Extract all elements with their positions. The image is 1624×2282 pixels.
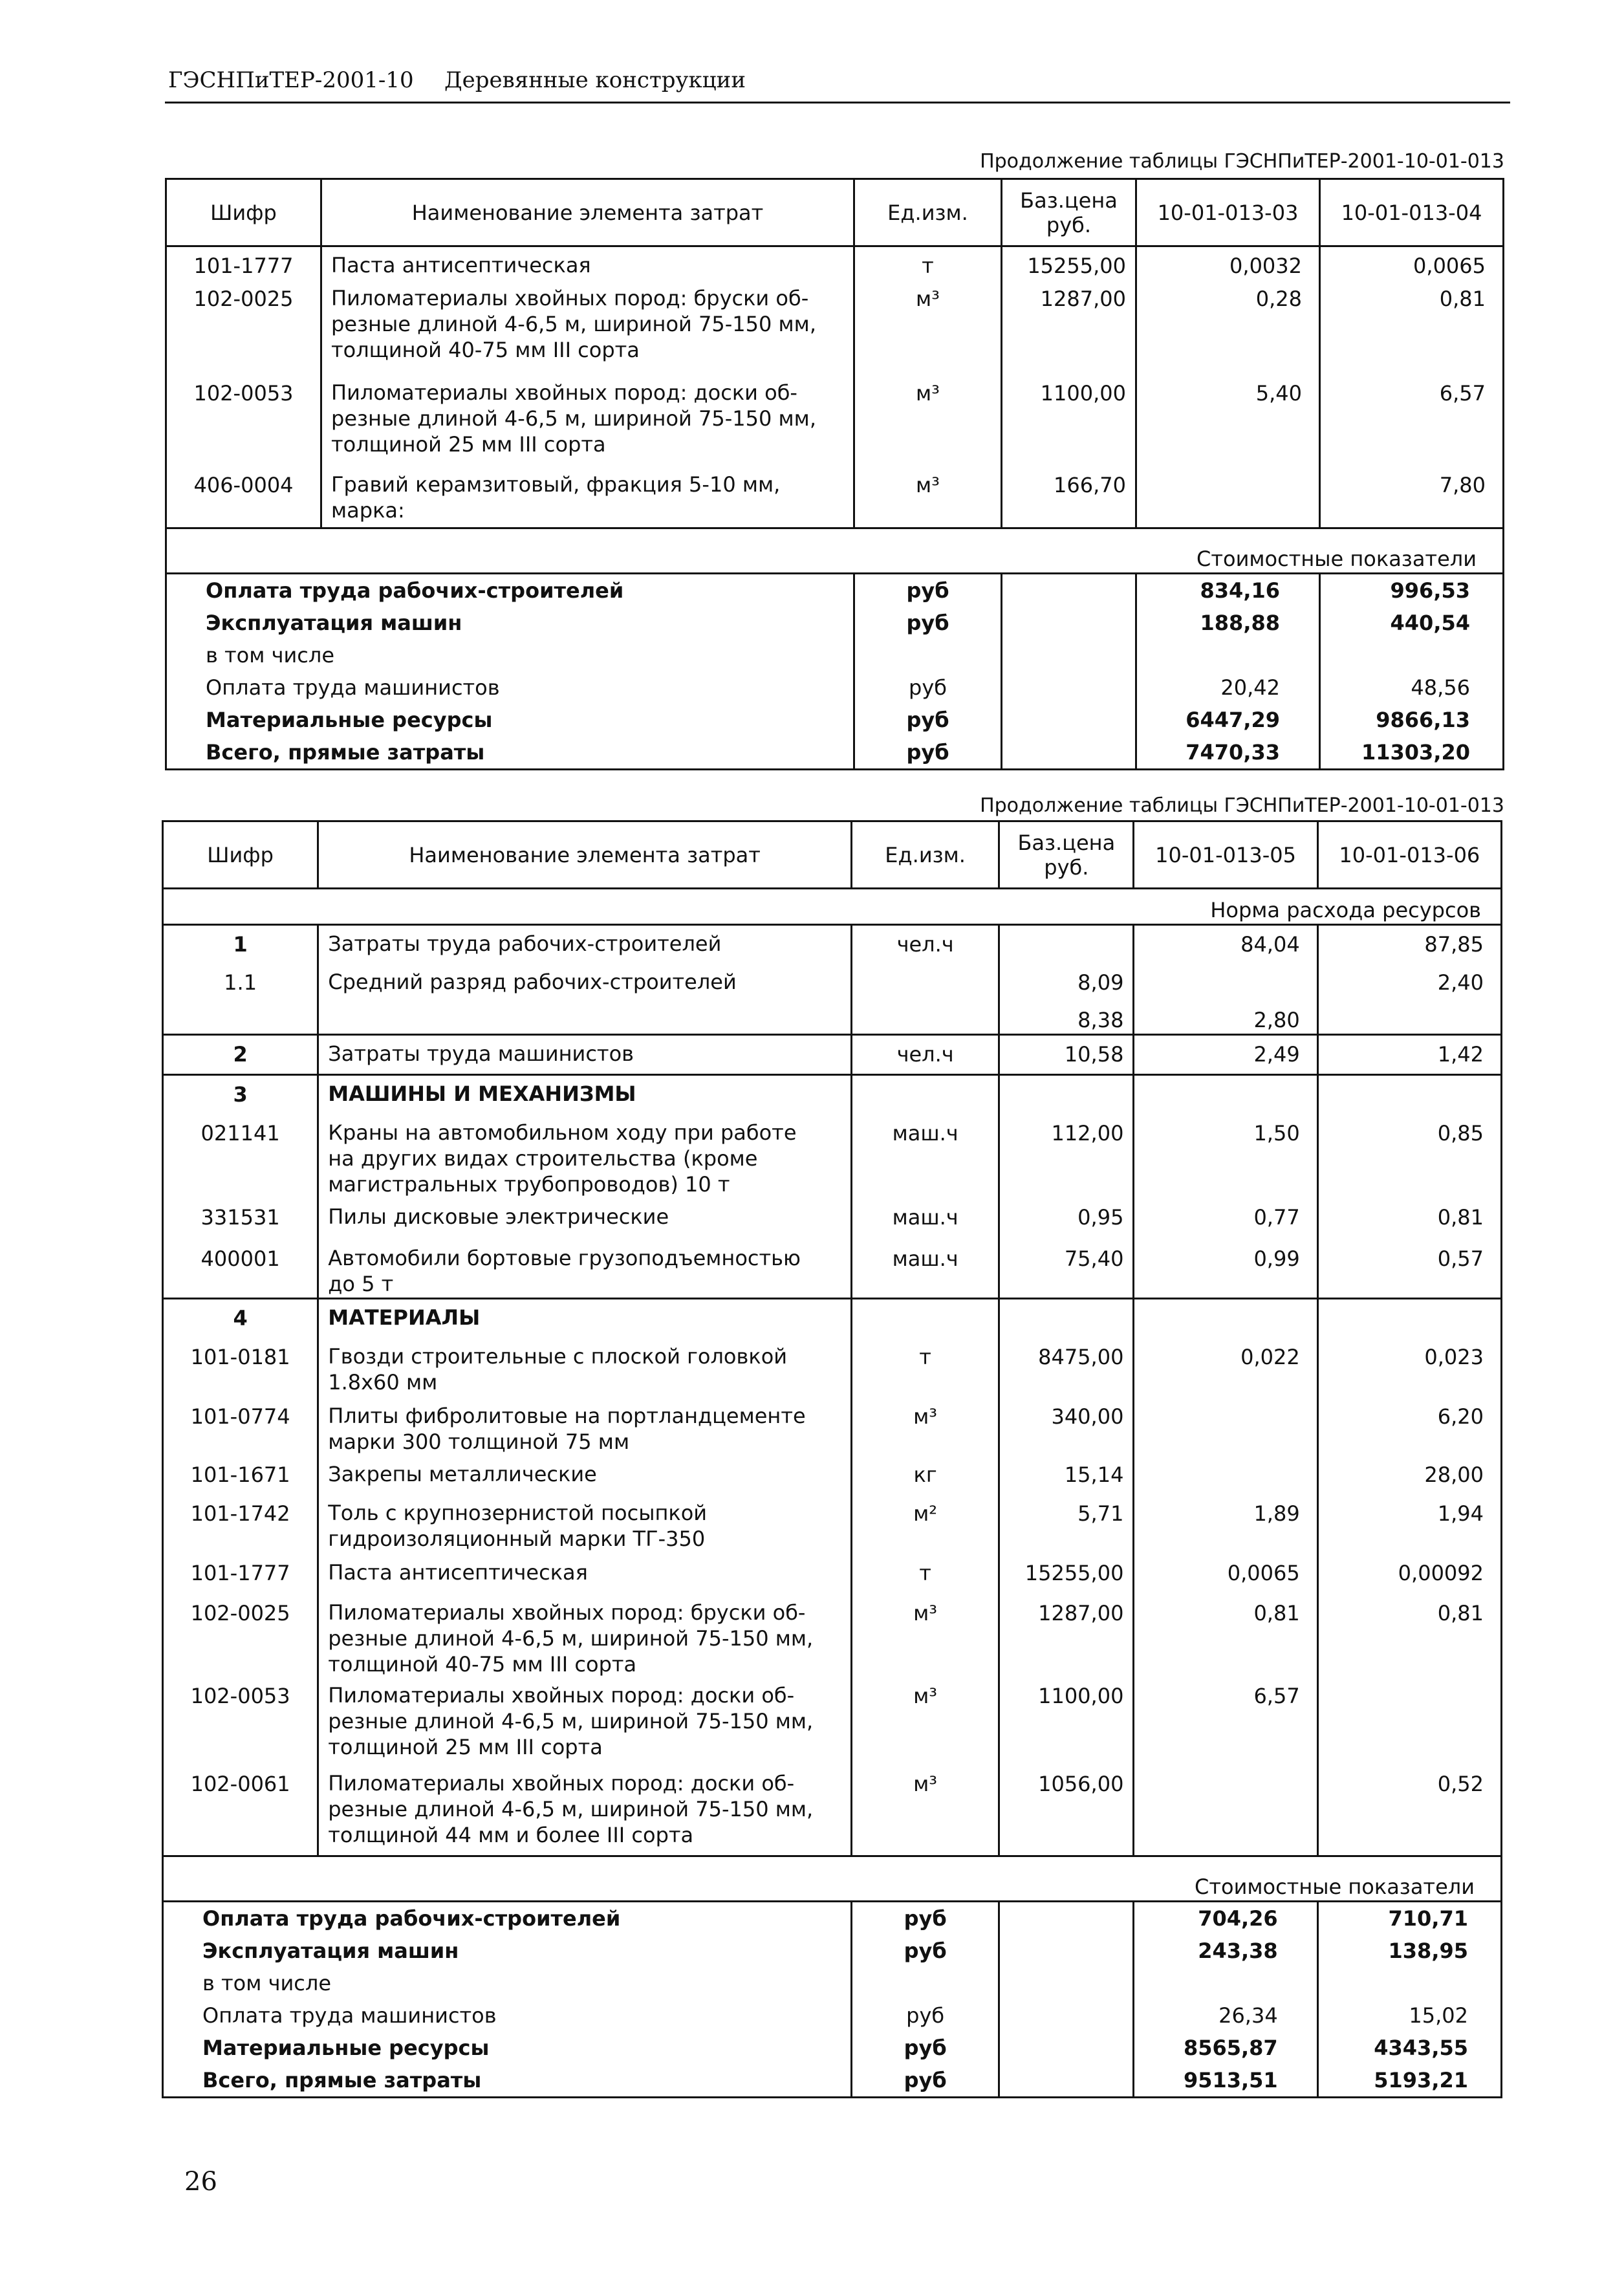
value-cell: 0,00092 [1317,1554,1501,1594]
value-cell: 0,85 [1317,1114,1501,1199]
value-cell [1134,1398,1317,1456]
table-row [163,1199,1502,1240]
table-row [163,1456,1502,1495]
unit-cell: кг [852,1456,999,1495]
name-cell: МАТЕРИАЛЫ [318,1298,852,1338]
totals-name: Всего, прямые затраты [166,736,854,770]
totals-row [163,1935,1502,1967]
column-header: Наименование элемента затрат [318,821,852,889]
price-cell: 1287,00 [999,1594,1134,1677]
totals-unit: руб [852,1901,999,1935]
table2-continuation: Продолжение таблицы ГЭСНПиТЕР-2001-10-01-013 [980,794,1504,817]
table-row [163,1298,1502,1338]
totals-name: Эксплуатация машин [163,1935,852,1967]
price-cell [999,925,1134,964]
table-row [163,1677,1502,1765]
norm-label: Норма расхода ресурсов [163,889,1502,925]
totals-unit: руб [854,704,1002,736]
table-row [166,466,1504,528]
value-cell: 0,023 [1317,1338,1501,1398]
value-cell [1136,466,1320,528]
unit-cell: маш.ч [852,1199,999,1240]
totals-empty [1002,607,1136,639]
code-cell: 1 [163,925,318,964]
unit-cell: м³ [852,1398,999,1456]
totals-name: Оплата труда рабочих-строителей [166,574,854,607]
unit-cell: т [852,1554,999,1594]
totals-unit: руб [852,1935,999,1967]
value-cell [1317,1001,1501,1035]
value-cell: 1,89 [1134,1495,1317,1554]
value-cell: 87,85 [1317,925,1501,964]
unit-cell: м³ [852,1594,999,1677]
value-cell: 1,50 [1134,1114,1317,1199]
name-cell: Средний разряд рабочих-строителей [318,964,852,1001]
cost-label: Стоимостные показатели [163,1856,1502,1901]
value-cell: 0,77 [1134,1199,1317,1240]
unit-cell: м³ [854,280,1002,375]
value-cell: 0,28 [1136,280,1320,375]
code-cell: 4 [163,1298,318,1338]
unit-cell: м³ [852,1677,999,1765]
column-header: 10-01-013-06 [1317,821,1501,889]
name-cell: Затраты труда рабочих-строителей [318,925,852,964]
price-cell [999,1074,1134,1114]
value-cell: 0,0065 [1320,246,1504,280]
price-cell: 10,58 [999,1034,1134,1074]
price-cell: 1287,00 [1002,280,1136,375]
name-cell: Пилы дисковые электрические [318,1199,852,1240]
totals-row [163,2064,1502,2098]
value-cell [1134,1456,1317,1495]
totals-unit: руб [854,607,1002,639]
name-cell: Пиломатериалы хвойных пород: бруски об- резные длиной 4-6,5 м, шириной 75-150 мм, толщиной 40-75 мм III сорта [318,1594,852,1677]
name-cell [318,1001,852,1035]
name-cell: Закрепы металлические [318,1456,852,1495]
price-cell: 15,14 [999,1456,1134,1495]
code-cell: 101-1742 [163,1495,318,1554]
totals-value: 15,02 [1317,1999,1501,2032]
code-cell: 101-1777 [166,246,321,280]
name-cell: Затраты труда машинистов [318,1034,852,1074]
column-header: Баз.цена руб. [1002,179,1136,246]
unit-cell: т [852,1338,999,1398]
value-cell [1134,964,1317,1001]
totals-name: Эксплуатация машин [166,607,854,639]
code-cell: 1.1 [163,964,318,1001]
totals-name: Оплата труда машинистов [163,1999,852,2032]
totals-value: 48,56 [1320,671,1504,704]
price-cell: 15255,00 [1002,246,1136,280]
table-row [163,1765,1502,1856]
value-cell [1317,1298,1501,1338]
totals-value [1134,1967,1317,1999]
table-row [163,1240,1502,1298]
cost-label-row [163,1856,1502,1901]
table-row [163,1001,1502,1035]
table-row [163,1398,1502,1456]
price-cell: 8,38 [999,1001,1134,1035]
totals-empty [999,2064,1134,2098]
name-cell: Паста антисептическая [318,1554,852,1594]
column-header: 10-01-013-04 [1320,179,1504,246]
table1 [165,178,1504,770]
table-row [166,375,1504,466]
column-header: Шифр [166,179,321,246]
totals-unit [854,639,1002,671]
value-cell: 2,40 [1317,964,1501,1001]
totals-unit: руб [852,2032,999,2064]
value-cell: 1,42 [1317,1034,1501,1074]
totals-name: Материальные ресурсы [166,704,854,736]
price-cell: 5,71 [999,1495,1134,1554]
unit-cell [852,1001,999,1035]
unit-cell: м³ [854,466,1002,528]
table2 [162,820,1502,2098]
totals-name: Оплата труда машинистов [166,671,854,704]
totals-value: 188,88 [1136,607,1320,639]
totals-value [1136,639,1320,671]
table-row [163,1034,1502,1074]
table-row [166,280,1504,375]
column-header: Ед.изм. [852,821,999,889]
totals-empty [1002,736,1136,770]
totals-empty [999,1935,1134,1967]
code-cell: 101-0774 [163,1398,318,1456]
unit-cell: чел.ч [852,925,999,964]
table-row [163,1594,1502,1677]
column-header: 10-01-013-03 [1136,179,1320,246]
totals-row [166,671,1504,704]
totals-value: 8565,87 [1134,2032,1317,2064]
totals-unit: руб [854,736,1002,770]
table-row [163,964,1502,1001]
totals-unit: руб [852,1999,999,2032]
value-cell: 0,81 [1320,280,1504,375]
totals-unit: руб [854,671,1002,704]
price-cell: 1056,00 [999,1765,1134,1856]
value-cell: 6,57 [1134,1677,1317,1765]
code-cell: 331531 [163,1199,318,1240]
name-cell: Пиломатериалы хвойных пород: доски об- резные длиной 4-6,5 м, шириной 75-150 мм, толщиной 25 мм III сорта [321,375,854,466]
totals-name: в том числе [163,1967,852,1999]
table-row [163,1074,1502,1114]
value-cell: 6,57 [1320,375,1504,466]
price-cell: 8475,00 [999,1338,1134,1398]
price-cell: 340,00 [999,1398,1134,1456]
totals-row [163,1999,1502,2032]
value-cell [1317,1074,1501,1114]
price-cell: 166,70 [1002,466,1136,528]
value-cell: 84,04 [1134,925,1317,964]
totals-value: 6447,29 [1136,704,1320,736]
page-header [165,65,1510,103]
norm-label-row [163,889,1502,925]
cost-label-row [166,528,1504,574]
code-cell: 406-0004 [166,466,321,528]
code-cell: 102-0025 [163,1594,318,1677]
unit-cell: чел.ч [852,1034,999,1074]
value-cell: 7,80 [1320,466,1504,528]
unit-cell: маш.ч [852,1114,999,1199]
code-cell: 101-1777 [163,1554,318,1594]
column-header: Наименование элемента затрат [321,179,854,246]
totals-name: Оплата труда рабочих-строителей [163,1901,852,1935]
totals-name: в том числе [166,639,854,671]
totals-empty [999,2032,1134,2064]
code-cell: 102-0061 [163,1765,318,1856]
value-cell: 0,0032 [1136,246,1320,280]
totals-row [163,2032,1502,2064]
totals-value: 996,53 [1320,574,1504,607]
unit-cell: м² [852,1495,999,1554]
table1-continuation: Продолжение таблицы ГЭСНПиТЕР-2001-10-01-013 [980,150,1504,173]
totals-value: 834,16 [1136,574,1320,607]
code-cell: 101-0181 [163,1338,318,1398]
price-cell: 1100,00 [999,1677,1134,1765]
table-row [166,246,1504,280]
unit-cell [852,1074,999,1114]
column-header: Баз.цена руб. [999,821,1134,889]
totals-row [166,639,1504,671]
price-cell [999,1298,1134,1338]
code-cell: 021141 [163,1114,318,1199]
totals-empty [1002,704,1136,736]
totals-row [163,1901,1502,1935]
value-cell: 0,99 [1134,1240,1317,1298]
name-cell: МАШИНЫ И МЕХАНИЗМЫ [318,1074,852,1114]
totals-row [166,704,1504,736]
table-row [163,925,1502,964]
code-cell: 102-0053 [166,375,321,466]
name-cell: Пиломатериалы хвойных пород: доски об- резные длиной 4-6,5 м, шириной 75-150 мм, толщиной 25 мм III сорта [318,1677,852,1765]
code-cell: 3 [163,1074,318,1114]
value-cell: 0,52 [1317,1765,1501,1856]
price-cell: 112,00 [999,1114,1134,1199]
totals-unit: руб [852,2064,999,2098]
header-row [163,821,1502,889]
price-cell: 8,09 [999,964,1134,1001]
totals-row [166,574,1504,607]
totals-value [1320,639,1504,671]
totals-value: 7470,33 [1136,736,1320,770]
unit-cell: т [854,246,1002,280]
name-cell: Гравий керамзитовый, фракция 5-10 мм, марка: [321,466,854,528]
unit-cell: маш.ч [852,1240,999,1298]
price-cell: 0,95 [999,1199,1134,1240]
value-cell: 0,81 [1134,1594,1317,1677]
totals-empty [999,1901,1134,1935]
totals-empty [999,1967,1134,1999]
table-row [163,1114,1502,1199]
name-cell: Паста антисептическая [321,246,854,280]
unit-cell [852,964,999,1001]
unit-cell: м³ [852,1765,999,1856]
column-header: Ед.изм. [854,179,1002,246]
code-cell [163,1001,318,1035]
totals-value: 710,71 [1317,1901,1501,1935]
totals-row [166,607,1504,639]
page-number: 26 [184,2167,217,2197]
document-title: Деревянные конструкции [444,67,746,93]
totals-value: 9513,51 [1134,2064,1317,2098]
value-cell: 0,022 [1134,1338,1317,1398]
totals-value: 704,26 [1134,1901,1317,1935]
cost-label: Стоимостные показатели [166,528,1504,574]
value-cell [1134,1074,1317,1114]
price-cell: 75,40 [999,1240,1134,1298]
value-cell: 0,81 [1317,1594,1501,1677]
name-cell: Пиломатериалы хвойных пород: бруски об- резные длиной 4-6,5 м, шириной 75-150 мм, толщиной 40-75 мм III сорта [321,280,854,375]
totals-name: Материальные ресурсы [163,2032,852,2064]
value-cell [1317,1677,1501,1765]
totals-value: 20,42 [1136,671,1320,704]
price-cell: 1100,00 [1002,375,1136,466]
totals-row [163,1967,1502,1999]
value-cell [1134,1765,1317,1856]
name-cell: Автомобили бортовые грузоподъемностью до 5 т [318,1240,852,1298]
value-cell: 0,57 [1317,1240,1501,1298]
table-row [163,1495,1502,1554]
totals-unit [852,1967,999,1999]
unit-cell: м³ [854,375,1002,466]
table-row [163,1554,1502,1594]
value-cell: 28,00 [1317,1456,1501,1495]
price-cell: 15255,00 [999,1554,1134,1594]
code-cell: 102-0053 [163,1677,318,1765]
name-cell: Краны на автомобильном ходу при работе на других видах строительства (кроме магистральных трубопроводов) 10 т [318,1114,852,1199]
code-cell: 102-0025 [166,280,321,375]
value-cell: 5,40 [1136,375,1320,466]
totals-value: 440,54 [1320,607,1504,639]
name-cell: Пиломатериалы хвойных пород: доски об- резные длиной 4-6,5 м, шириной 75-150 мм, толщиной 44 мм и более III сорта [318,1765,852,1856]
code-cell: 2 [163,1034,318,1074]
totals-empty [1002,639,1136,671]
totals-unit: руб [854,574,1002,607]
totals-empty [999,1999,1134,2032]
code-cell: 400001 [163,1240,318,1298]
value-cell [1134,1298,1317,1338]
column-header: 10-01-013-05 [1134,821,1317,889]
header-row [166,179,1504,246]
table-row [163,1338,1502,1398]
value-cell: 0,0065 [1134,1554,1317,1594]
totals-value: 5193,21 [1317,2064,1501,2098]
column-header: Шифр [163,821,318,889]
name-cell: Гвозди строительные с плоской головкой 1.8x60 мм [318,1338,852,1398]
name-cell: Плиты фибролитовые на портландцементе марки 300 толщиной 75 мм [318,1398,852,1456]
value-cell: 2,80 [1134,1001,1317,1035]
document-code: ГЭСНПиТЕР-2001-10 [168,67,414,93]
totals-value: 26,34 [1134,1999,1317,2032]
totals-empty [1002,671,1136,704]
value-cell: 1,94 [1317,1495,1501,1554]
totals-value: 11303,20 [1320,736,1504,770]
value-cell: 2,49 [1134,1034,1317,1074]
totals-empty [1002,574,1136,607]
totals-row [166,736,1504,770]
value-cell: 0,81 [1317,1199,1501,1240]
code-cell: 101-1671 [163,1456,318,1495]
totals-value: 243,38 [1134,1935,1317,1967]
name-cell: Толь с крупнозернистой посыпкой гидроизоляционный марки ТГ-350 [318,1495,852,1554]
totals-value: 138,95 [1317,1935,1501,1967]
totals-value: 9866,13 [1320,704,1504,736]
totals-name: Всего, прямые затраты [163,2064,852,2098]
totals-value: 4343,55 [1317,2032,1501,2064]
unit-cell [852,1298,999,1338]
value-cell: 6,20 [1317,1398,1501,1456]
totals-value [1317,1967,1501,1999]
